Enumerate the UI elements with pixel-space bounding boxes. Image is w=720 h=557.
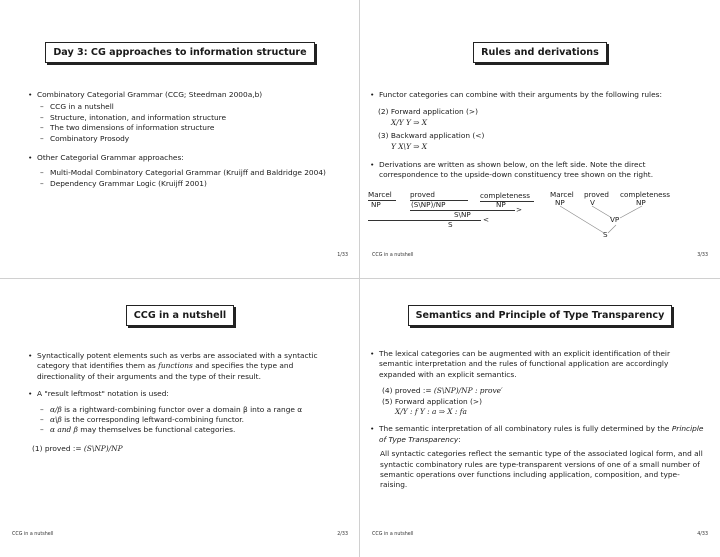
slide-1-body <box>28 90 340 189</box>
forward-arrow: > <box>516 205 523 214</box>
list-item: – CCG in a nutshell <box>40 102 340 112</box>
backward-arrow: < <box>483 215 490 224</box>
word: proved <box>410 190 435 199</box>
list-item: – Structure, intonation, and information structure <box>40 113 340 123</box>
bullet: • The lexical categories can be augmented with an explicit identification of their semantic interpretation and the rules of functional application are accordingly expanded with an explicit semantics. <box>370 349 706 380</box>
page-number: 4/33 <box>697 532 708 537</box>
slide-2-title: Rules and derivations <box>360 40 720 63</box>
list-item: – Multi-Modal Combinatory Categorial Grammar (Kruijff and Baldridge 2004) <box>40 168 340 178</box>
list-item: – α and β may themselves be functional categories. <box>40 425 340 435</box>
bullet: • Other Categorial Grammar approaches: <box>28 153 340 163</box>
tree-node: S <box>603 230 608 239</box>
principle-quote: All syntactic categories reflect the semantic type of the associated logical form, and all syntactic combinatory rules are type-transparent versions of one of a small number of semantic operations over functions including application, composition, and type-raising. <box>380 449 703 490</box>
slide-3-body <box>28 351 340 454</box>
page-number: 1/33 <box>337 253 348 258</box>
result-category: S <box>448 220 453 229</box>
rule-formula: Y X\Y ⇒ X <box>391 141 428 151</box>
word: proved <box>584 190 609 199</box>
word: Marcel <box>368 190 392 199</box>
tree-node: NP <box>636 198 646 207</box>
slide-2 <box>360 0 720 278</box>
bullet: • Syntactically potent elements such as verbs are associated with a syntactic category that identifies them as functions and specifies the type and directionality of their arguments and the type of their result. <box>28 351 340 382</box>
footer-section: CCG in a nutshell <box>12 532 54 537</box>
list-item: – α/β is a rightward-combining functor over a domain β into a range α <box>40 405 340 415</box>
word: completeness <box>480 191 531 200</box>
sub-list <box>40 168 340 189</box>
list-item: – The two dimensions of information structure <box>40 123 340 133</box>
bullet: • A "result leftmost" notation is used: <box>28 389 340 399</box>
list-item: – Dependency Grammar Logic (Kruijff 2001) <box>40 179 340 189</box>
result-category: S\NP <box>454 210 471 219</box>
bullet: • The semantic interpretation of all combinatory rules is fully determined by the Principle of Type Transparency: <box>370 424 706 445</box>
slide-4-title: Semantics and Principle of Type Transparency <box>360 303 720 326</box>
slide-1-title: Day 3: CG approaches to information structure <box>0 40 360 63</box>
bullet: • Functor categories can combine with their arguments by the following rules: <box>370 90 706 100</box>
constituency-tree <box>550 190 700 260</box>
page-number: 3/33 <box>697 253 708 258</box>
slide-3-title: CCG in a nutshell <box>0 303 360 326</box>
example-5-formula: X/Y : f Y : a ⇒ X : fa <box>395 407 467 417</box>
bullet: • Derivations are written as shown below, on the left side. Note the direct correspondence to the upside-down constituency tree shown on the right. <box>370 160 706 181</box>
category: (S\NP)/NP <box>411 200 446 209</box>
slide-2-body <box>370 90 706 181</box>
example-5-label: (5) Forward application (>) <box>382 396 482 406</box>
tree-node: NP <box>555 198 565 207</box>
slide-4 <box>360 279 720 557</box>
sub-list <box>40 102 340 144</box>
footer-section: CCG in a nutshell <box>372 532 414 537</box>
word: completeness <box>620 190 671 199</box>
examples <box>382 386 706 417</box>
rule-label: (2) Forward application (>) <box>378 107 478 117</box>
footer-section: CCG in a nutshell <box>372 253 414 258</box>
derivation <box>368 190 538 260</box>
category: NP <box>371 200 381 209</box>
sub-list <box>40 405 340 436</box>
word: Marcel <box>550 190 574 199</box>
page-number: 2/33 <box>337 532 348 537</box>
list-item: – α\β is the corresponding leftward-combining functor. <box>40 415 340 425</box>
category: NP <box>496 200 506 209</box>
example-1: (1) proved := (S\NP)/NP <box>32 443 123 453</box>
slide-3 <box>0 279 360 557</box>
rule-formula: X/Y Y ⇒ X <box>391 117 428 127</box>
example-4: (4) proved := (S\NP)/NP : prove′ <box>382 386 503 396</box>
bullet: • Combinatory Categorial Grammar (CCG; Steedman 2000a,b) <box>28 90 340 100</box>
tree-node: VP <box>610 215 620 224</box>
rule-label: (3) Backward application (<) <box>378 131 485 141</box>
list-item: – Combinatory Prosody <box>40 134 340 144</box>
slide-4-body <box>370 349 706 491</box>
tree-lines <box>550 190 700 250</box>
slide-1 <box>0 0 360 278</box>
rules <box>378 107 706 152</box>
tree-node: V <box>590 198 595 207</box>
